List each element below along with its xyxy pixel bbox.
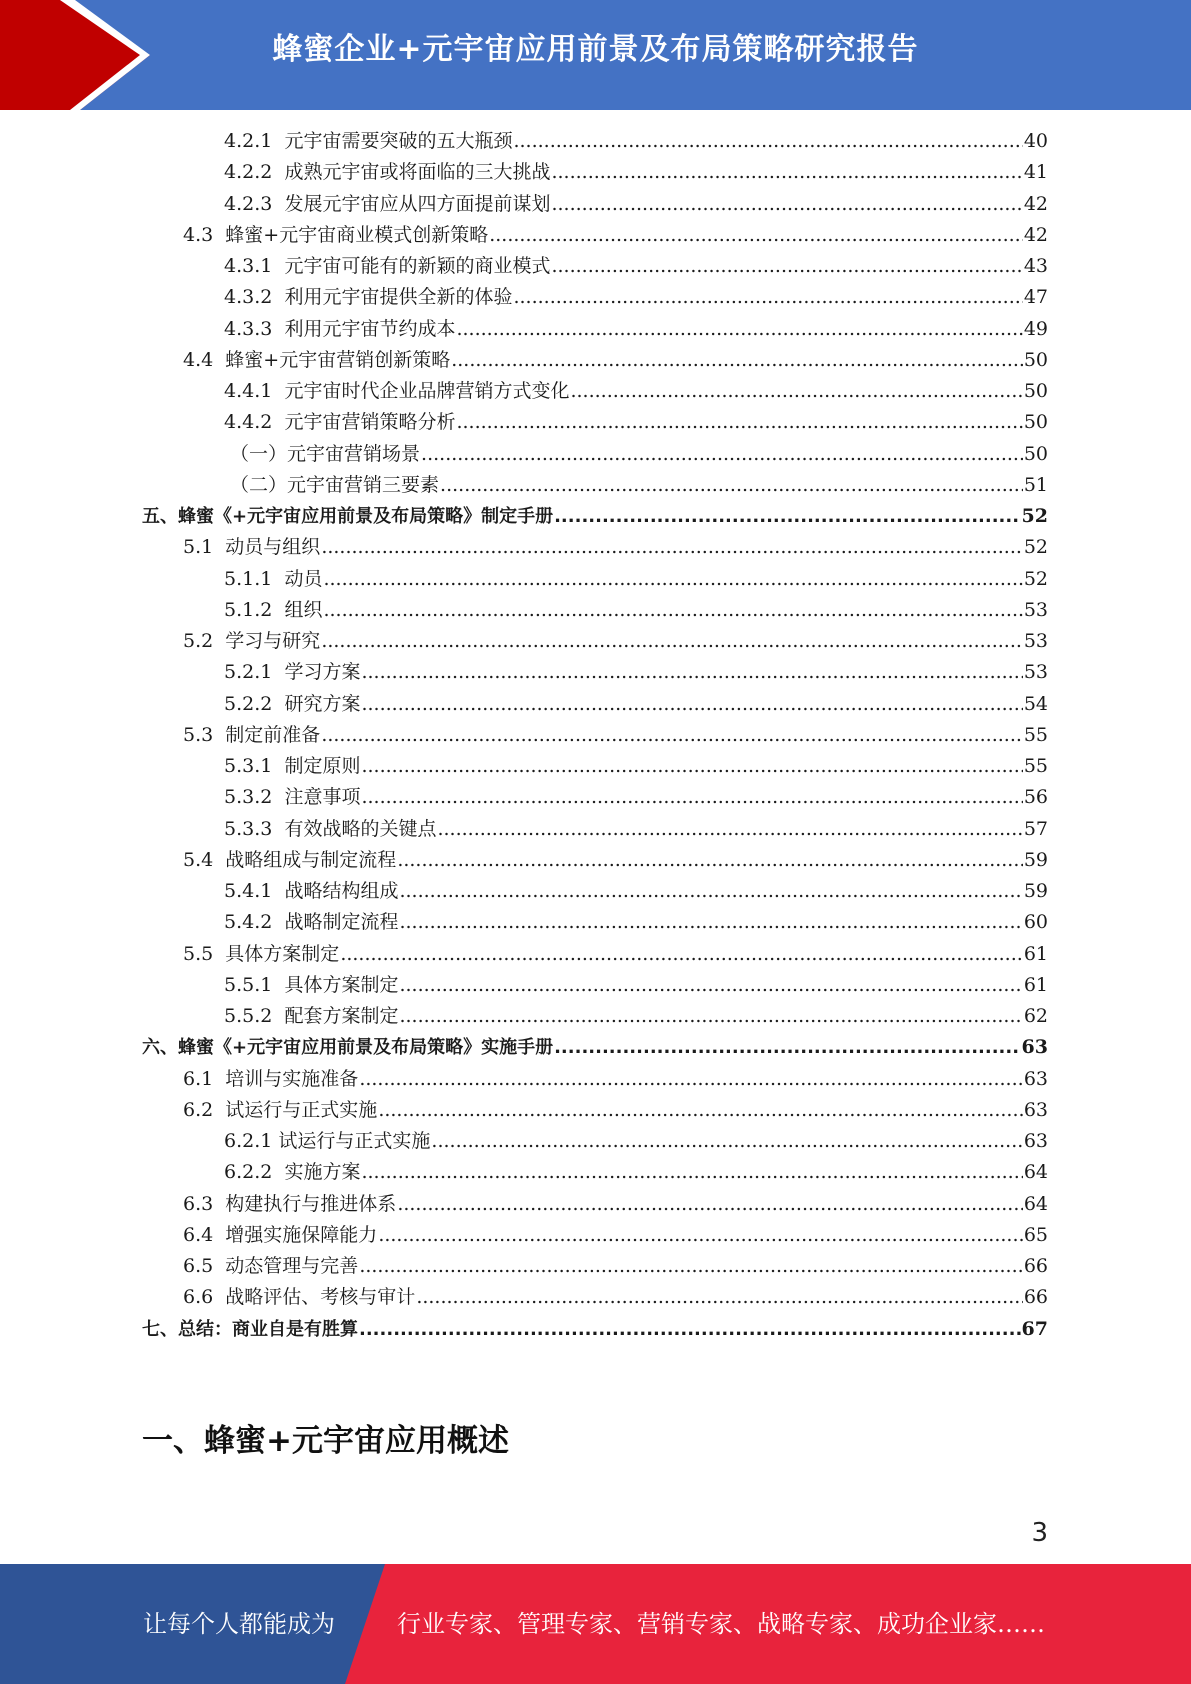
toc-entry-number: 5.1 <box>183 536 226 559</box>
toc-dot-leader <box>456 314 1022 345</box>
toc-dot-leader <box>399 970 1022 1001</box>
toc-entry-label: 动态管理与完善 <box>225 1255 359 1277</box>
toc-entry[interactable] <box>183 220 1048 251</box>
toc-entry-page: 41 <box>1023 161 1048 184</box>
toc-entry-label: 试运行与正式实施 <box>225 1098 378 1121</box>
toc-entry-label: 元宇宙时代企业品牌营销方式变化 <box>284 380 570 402</box>
toc-entry[interactable] <box>224 126 1048 157</box>
toc-entry-label: 研究方案 <box>284 692 361 715</box>
toc-entry-page: 47 <box>1023 286 1048 309</box>
toc-entry-number: 5.5.2 <box>224 1005 285 1027</box>
toc-entry[interactable] <box>183 1282 1048 1313</box>
toc-entry-label: 元宇宙营销三要素 <box>287 473 440 496</box>
toc-entry[interactable] <box>224 1126 1048 1157</box>
toc-entry-number: 6.3 <box>183 1192 226 1215</box>
toc-entry-page: 49 <box>1023 317 1048 340</box>
toc-entry-label: 制定前准备 <box>225 723 321 746</box>
toc-entry-page: 63 <box>1023 1067 1048 1090</box>
toc-entry-page: 53 <box>1023 661 1048 684</box>
toc-entry-page: 52 <box>1023 536 1048 559</box>
toc-dot-leader <box>361 782 1022 813</box>
toc-entry-label: 具体方案制定 <box>225 942 340 965</box>
toc-entry[interactable] <box>224 564 1048 595</box>
toc-entry-number: 5.4 <box>183 848 226 871</box>
toc-entry-number: 4.3.3 <box>224 317 285 340</box>
toc-entry-number: 5.1.1 <box>224 567 285 590</box>
toc-entry-page: 62 <box>1023 1005 1048 1027</box>
toc-dot-leader <box>416 1282 1023 1313</box>
toc-entry-label: 蜂蜜+元宇宙营销创新策略 <box>225 348 451 371</box>
toc-entry-label: 元宇宙营销场景 <box>287 442 421 465</box>
toc-entry[interactable] <box>183 1220 1048 1251</box>
toc-entry-page: 55 <box>1023 723 1048 746</box>
section-heading: 一、蜂蜜+元宇宙应用概述 <box>142 1423 509 1459</box>
toc-entry[interactable] <box>183 345 1048 376</box>
toc-dot-leader <box>451 345 1023 376</box>
toc-entry[interactable] <box>142 501 1048 532</box>
toc-entry[interactable] <box>230 470 1048 501</box>
header-title: 蜂蜜企业+元宇宙应用前景及布局策略研究报告 <box>272 32 919 67</box>
toc-dot-leader <box>551 157 1022 188</box>
toc-entry-label: 具体方案制定 <box>284 973 399 996</box>
toc-entry-label: 有效战略的关键点 <box>284 817 437 840</box>
page-footer <box>0 1564 1191 1684</box>
toc-dot-leader <box>570 376 1022 407</box>
toc-entry-page: 63 <box>1023 1098 1048 1121</box>
toc-entry-page: 61 <box>1023 942 1048 965</box>
toc-entry[interactable] <box>183 939 1048 970</box>
toc-entry-label: 培训与实施准备 <box>225 1067 359 1090</box>
toc-entry-page: 67 <box>1021 1317 1048 1340</box>
toc-entry-label: 增强实施保障能力 <box>225 1223 378 1246</box>
toc-dot-leader <box>437 814 1022 845</box>
toc-entry-number: 6.5 <box>183 1255 226 1277</box>
toc-entry-page: 52 <box>1023 567 1048 590</box>
toc-dot-leader <box>397 1189 1023 1220</box>
toc-entry-label: 利用元宇宙节约成本 <box>284 317 456 340</box>
toc-dot-leader <box>359 1314 1021 1345</box>
toc-entry-number: 6.6 <box>183 1286 226 1309</box>
toc-entry-label: 实施方案 <box>284 1161 361 1184</box>
toc-entry-label: 战略制定流程 <box>284 911 399 934</box>
toc-dot-leader <box>323 564 1022 595</box>
toc-entry-label: 学习与研究 <box>225 630 321 652</box>
toc-entry-page: 42 <box>1023 223 1048 246</box>
toc-dot-leader <box>397 845 1023 876</box>
toc-dot-leader <box>431 1126 1022 1157</box>
toc-dot-leader <box>361 689 1022 720</box>
toc-entry[interactable] <box>183 1189 1048 1220</box>
toc-entry-page: 59 <box>1023 880 1048 902</box>
toc-entry-page: 59 <box>1023 848 1048 871</box>
toc-entry-number: 6.2 <box>183 1098 226 1121</box>
toc-entry[interactable] <box>224 314 1048 345</box>
toc-dot-leader <box>340 939 1023 970</box>
toc-dot-leader <box>361 1157 1022 1188</box>
toc-entry-label: 蜂蜜《+元宇宙应用前景及布局策略》实施手册 <box>178 1037 554 1059</box>
toc-entry[interactable] <box>142 1314 1048 1345</box>
toc-entry-number: 5.3.3 <box>224 817 285 840</box>
toc-entry[interactable] <box>183 720 1048 751</box>
toc-entry-number: 5.3.1 <box>224 755 285 777</box>
toc-entry-page: 51 <box>1023 473 1048 496</box>
toc-entry-number: 6.4 <box>183 1223 226 1246</box>
toc-entry-label: 战略结构组成 <box>284 880 399 902</box>
toc-entry-number: 6.2.2 <box>224 1161 285 1184</box>
toc-entry-number: 4.3.2 <box>224 286 285 309</box>
toc-entry-label: 动员与组织 <box>225 536 321 559</box>
toc-dot-leader <box>456 407 1022 438</box>
toc-entry[interactable] <box>183 1095 1048 1126</box>
toc-entry-label: 元宇宙营销策略分析 <box>284 411 456 434</box>
toc-dot-leader <box>321 720 1023 751</box>
toc-entry-label: 发展元宇宙应从四方面提前谋划 <box>284 192 551 215</box>
toc-entry[interactable] <box>224 1001 1048 1032</box>
toc-entry[interactable] <box>183 1251 1048 1282</box>
toc-entry-page: 40 <box>1023 130 1048 152</box>
toc-entry-number: 6.2.1 <box>224 1130 279 1152</box>
toc-entry[interactable] <box>224 876 1048 907</box>
toc-entry-page: 63 <box>1023 1130 1048 1152</box>
toc-entry-page: 61 <box>1023 973 1048 996</box>
toc-entry-number: （一） <box>230 442 288 465</box>
toc-entry-number: 4.4.1 <box>224 380 285 402</box>
toc-entry-number: 5.2.1 <box>224 661 285 684</box>
toc-dot-leader <box>489 220 1023 251</box>
toc-entry[interactable] <box>183 626 1048 657</box>
toc-entry-label: 蜂蜜+元宇宙商业模式创新策略 <box>225 223 489 246</box>
toc-entry-page: 42 <box>1023 192 1048 215</box>
toc-entry-page: 66 <box>1023 1255 1048 1277</box>
toc-dot-leader <box>378 1095 1023 1126</box>
toc-entry-label: 制定原则 <box>284 755 361 777</box>
toc-dot-leader <box>554 501 1020 532</box>
toc-dot-leader <box>361 751 1022 782</box>
toc-entry-page: 50 <box>1023 348 1048 371</box>
footer-slogan-right: 行业专家、管理专家、营销专家、战略专家、成功企业家…… <box>397 1610 1045 1638</box>
toc-entry-label: 注意事项 <box>284 786 361 809</box>
toc-entry[interactable] <box>224 407 1048 438</box>
toc-entry[interactable] <box>224 376 1048 407</box>
toc-dot-leader <box>513 126 1022 157</box>
toc-entry-number: 5.5 <box>183 942 226 965</box>
toc-entry[interactable] <box>224 282 1048 313</box>
toc-dot-leader <box>323 595 1022 626</box>
toc-entry-label: 学习方案 <box>284 661 361 684</box>
toc-entry[interactable] <box>224 251 1048 282</box>
toc-entry[interactable] <box>224 1157 1048 1188</box>
toc-dot-leader <box>551 189 1022 220</box>
toc-entry-page: 50 <box>1023 442 1048 465</box>
toc-entry-page: 64 <box>1023 1192 1048 1215</box>
toc-dot-leader <box>361 657 1022 688</box>
toc-entry-page: 50 <box>1023 411 1048 434</box>
toc-entry-page: 53 <box>1023 630 1048 652</box>
toc-entry[interactable] <box>224 595 1048 626</box>
toc-entry-number: 5.2.2 <box>224 692 285 715</box>
toc-entry-number: 4.2.3 <box>224 192 285 215</box>
toc-entry-page: 53 <box>1023 598 1048 621</box>
toc-entry[interactable] <box>183 845 1048 876</box>
toc-dot-leader <box>378 1220 1023 1251</box>
toc-entry-label: 元宇宙需要突破的五大瓶颈 <box>284 130 513 152</box>
toc-entry[interactable] <box>224 189 1048 220</box>
toc-entry-label: 战略组成与制定流程 <box>225 848 397 871</box>
toc-entry-number: 4.2.2 <box>224 161 285 184</box>
toc-entry[interactable] <box>224 657 1048 688</box>
toc-entry-label: 利用元宇宙提供全新的体验 <box>284 286 513 309</box>
toc-entry-number: （二） <box>230 473 288 496</box>
toc-dot-leader <box>321 532 1023 563</box>
page-number: 3 <box>1031 1518 1048 1548</box>
toc-entry[interactable] <box>224 689 1048 720</box>
toc-entry-page: 50 <box>1023 380 1048 402</box>
toc-entry-page: 60 <box>1023 911 1048 934</box>
toc-entry[interactable] <box>142 1032 1048 1063</box>
toc-dot-leader <box>399 1001 1022 1032</box>
toc-entry[interactable] <box>224 157 1048 188</box>
toc-dot-leader <box>554 1032 1020 1063</box>
toc-entry-page: 57 <box>1023 817 1048 840</box>
toc-entry-number: 5.3 <box>183 723 226 746</box>
toc-entry-page: 52 <box>1021 505 1048 527</box>
toc-entry-number: 5.2 <box>183 630 226 652</box>
toc-entry-number: 4.4 <box>183 348 226 371</box>
toc-entry-number: 5.3.2 <box>224 786 285 809</box>
toc-dot-leader <box>321 626 1023 657</box>
toc-entry-label: 成熟元宇宙或将面临的三大挑战 <box>284 161 551 184</box>
toc-entry-number: 4.3.1 <box>224 255 285 277</box>
toc-entry-number: 5.4.1 <box>224 880 285 902</box>
toc-dot-leader <box>421 439 1023 470</box>
toc-entry[interactable] <box>224 970 1048 1001</box>
toc-entry-number: 4.4.2 <box>224 411 285 434</box>
toc-entry-label: 配套方案制定 <box>284 1005 399 1027</box>
toc-dot-leader <box>551 251 1022 282</box>
toc-entry-number: 六、 <box>142 1037 178 1059</box>
toc-entry-page: 66 <box>1023 1286 1048 1309</box>
toc-dot-leader <box>359 1064 1023 1095</box>
toc-dot-leader <box>359 1251 1023 1282</box>
toc-entry-label: 元宇宙可能有的新颖的商业模式 <box>284 255 551 277</box>
toc-entry-label: 构建执行与推进体系 <box>225 1192 397 1215</box>
toc-entry[interactable] <box>224 814 1048 845</box>
toc-entry-page: 56 <box>1023 786 1048 809</box>
toc-entry-label: 蜂蜜《+元宇宙应用前景及布局策略》制定手册 <box>178 506 554 527</box>
toc-dot-leader <box>440 470 1023 501</box>
toc-dot-leader <box>399 907 1022 938</box>
toc-entry[interactable] <box>183 1064 1048 1095</box>
toc-entry-page: 55 <box>1023 755 1048 777</box>
toc-entry-number: 5.4.2 <box>224 911 285 934</box>
page-header <box>0 0 1191 110</box>
toc-entry[interactable] <box>224 751 1048 782</box>
toc-entry-label: 动员 <box>284 567 323 590</box>
toc-entry-number: 4.3 <box>183 223 226 246</box>
toc-entry-page: 43 <box>1023 255 1048 277</box>
toc-entry-label: 组织 <box>284 598 323 621</box>
toc-entry-label: 试运行与正式实施 <box>278 1130 431 1152</box>
toc-dot-leader <box>399 876 1022 907</box>
toc-entry-number: 5.1.2 <box>224 598 285 621</box>
toc-entry-page: 63 <box>1021 1036 1048 1059</box>
footer-slogan-left: 让每个人都能成为 <box>143 1610 335 1638</box>
toc-entry-number: 七、 <box>142 1318 178 1340</box>
toc-dot-leader <box>513 282 1022 313</box>
toc-entry-number: 五、 <box>142 506 178 527</box>
toc-entry[interactable] <box>224 907 1048 938</box>
toc-entry[interactable] <box>230 439 1048 470</box>
toc-entry-label: 战略评估、考核与审计 <box>225 1286 416 1309</box>
toc-entry-page: 54 <box>1023 692 1048 715</box>
toc-entry[interactable] <box>183 532 1048 563</box>
toc-entry-number: 4.2.1 <box>224 130 285 152</box>
toc-entry[interactable] <box>224 782 1048 813</box>
toc-entry-label: 总结：商业自是有胜算 <box>178 1318 358 1340</box>
toc-entry-number: 6.1 <box>183 1067 226 1090</box>
toc-entry-page: 64 <box>1023 1161 1048 1184</box>
toc-entry-page: 65 <box>1023 1223 1048 1246</box>
toc-entry-number: 5.5.1 <box>224 973 285 996</box>
